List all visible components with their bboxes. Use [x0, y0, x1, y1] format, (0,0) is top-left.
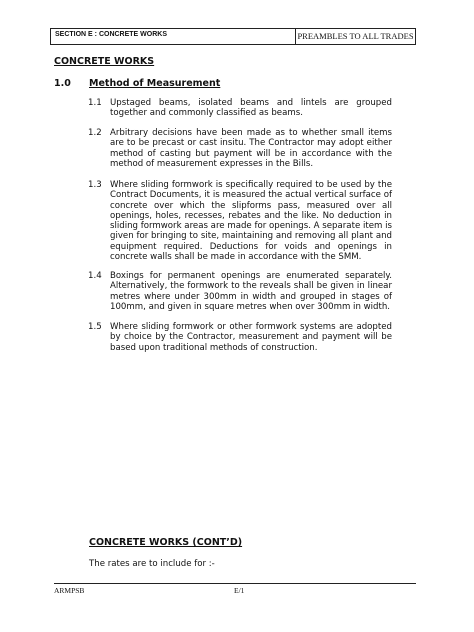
clause-1-1	[88, 98, 392, 119]
clause-1-4	[88, 271, 392, 312]
clause-number: 1.3	[88, 180, 102, 190]
document-title: CONCRETE WORKS	[54, 56, 155, 67]
clause-text: Arbitrary decisions have been made as to whether small items are to be precast or cast insitu. The Contractor may adopt either method of casting but payment will be in accordance with the method of measurement expresses in the Bills.	[110, 128, 392, 169]
footer-left-label: ARMPSB	[54, 586, 85, 595]
clause-1-3	[88, 180, 392, 262]
clause-text: Upstaged beams, isolated beams and lintels are grouped together and commonly classified as beams.	[110, 98, 392, 119]
clause-text: Where sliding formwork or other formwork systems are adopted by choice by the Contractor, measurement and payment will be based upon traditional methods of construction.	[110, 322, 392, 353]
clause-number: 1.5	[88, 322, 102, 332]
continued-title: CONCRETE WORKS (CONT’D)	[89, 537, 243, 548]
clause-text: Boxings for permanent openings are enumerated separately. Alternatively, the formwork to the reveals shall be given in linear metres where under 300mm in width and grouped in stages of 100mm, and given in square metres when over 300mm in width.	[110, 271, 392, 312]
preambles-label: PREAMBLES TO ALL TRADES	[297, 31, 414, 41]
rates-text: The rates are to include for :-	[89, 559, 215, 569]
footer-divider	[54, 583, 416, 584]
header-table	[50, 28, 416, 45]
heading-method-of-measurement	[54, 78, 220, 89]
clause-number: 1.4	[88, 271, 102, 281]
heading-title: Method of Measurement	[89, 78, 221, 89]
clause-1-2	[88, 128, 392, 169]
clause-number: 1.1	[88, 98, 102, 108]
page-number: E/1	[234, 586, 245, 595]
clause-number: 1.2	[88, 128, 102, 138]
clause-text: Where sliding formwork is specifically required to be used by the Contract Documents, it is measured the actual vertical surface of concrete over which the slipforms pass, measured over all openings, holes, recesses, rebates and the like. No deduction in sliding formwork areas are made for openings. A separate item is given for bringing to site, maintaining and removing all plant and equipment required. Deductions for voids and openings in concrete walls shall be made in accordance with the SMM.	[110, 180, 392, 263]
heading-number: 1.0	[54, 78, 71, 89]
clause-1-5	[88, 322, 392, 353]
section-label: SECTION E : CONCRETE WORKS	[51, 29, 296, 44]
